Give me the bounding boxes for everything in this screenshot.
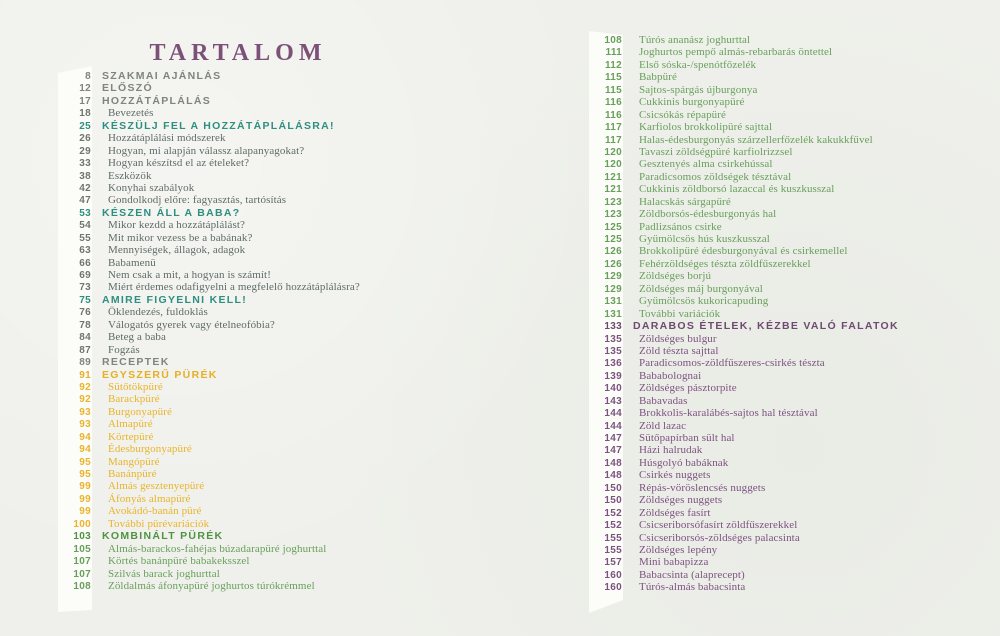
toc-item-row xyxy=(58,568,360,580)
toc-item-row xyxy=(58,269,360,281)
page-number: 115 xyxy=(604,84,622,96)
toc-item-row xyxy=(58,182,360,194)
toc-item-row xyxy=(589,71,899,83)
toc-item-row xyxy=(58,344,360,356)
page-number: 94 xyxy=(79,444,91,456)
toc-item-row xyxy=(589,407,899,419)
page-number: 120 xyxy=(604,146,622,158)
entry-label: Nem csak a mit, a hogyan is számít! xyxy=(108,269,271,281)
entry-label: Gesztenyés alma csirkehússal xyxy=(639,158,773,171)
toc-item-row xyxy=(589,121,899,133)
toc-item-row xyxy=(58,580,360,592)
page-number: 92 xyxy=(79,394,91,406)
toc-item-row xyxy=(589,270,899,282)
page-title: TARTALOM xyxy=(149,40,327,66)
toc-item-row xyxy=(589,158,899,170)
toc-item-row xyxy=(589,183,899,195)
page-number: 117 xyxy=(604,122,622,134)
page-number: 108 xyxy=(604,35,622,46)
toc-item-row xyxy=(589,245,899,257)
entry-label: Édesburgonyapüré xyxy=(108,443,192,456)
page-number: 116 xyxy=(604,97,622,109)
page-number: 53 xyxy=(79,207,91,219)
page-number: 129 xyxy=(604,271,622,283)
toc-item-row xyxy=(589,196,899,208)
page-number: 91 xyxy=(79,369,91,381)
page-number: 125 xyxy=(604,234,622,245)
page-number: 160 xyxy=(604,569,622,581)
page-number: 33 xyxy=(79,158,91,170)
page-number: 143 xyxy=(604,395,622,407)
page-number: 100 xyxy=(73,518,91,530)
page-number: 155 xyxy=(604,544,622,556)
page-number: 152 xyxy=(604,520,622,532)
toc-item-row xyxy=(58,257,360,269)
toc-section-row xyxy=(58,530,360,542)
entry-label: Válogatós gyerek vagy ételneofóbia? xyxy=(108,318,275,331)
toc-item-row xyxy=(589,420,899,432)
page-number: 126 xyxy=(604,246,622,258)
entry-label: Zöldborsós-édesburgonyás hal xyxy=(639,208,777,221)
entry-label: Gyümölcsös kukoricapuding xyxy=(639,295,769,308)
entry-label: Babpüré xyxy=(639,71,677,84)
entry-label: Eszközök xyxy=(108,169,152,182)
entry-label: Mit mikor vezess be a babának? xyxy=(108,231,253,244)
entry-label: Avokádó-banán püré xyxy=(108,505,202,518)
toc-item-row xyxy=(589,333,899,345)
toc-section-row xyxy=(58,70,360,82)
toc-item-row xyxy=(589,295,899,307)
page-number: 131 xyxy=(604,308,622,320)
toc-item-row xyxy=(58,281,360,293)
toc-item-row xyxy=(589,370,899,382)
entry-label: Halas-édesburgonyás szárzellerfőzelék kakukkfűvel xyxy=(639,133,873,146)
toc-item-row xyxy=(589,494,899,506)
page-number: 75 xyxy=(79,294,91,306)
toc-item-row xyxy=(589,357,899,369)
entry-label: Áfonyás almapüré xyxy=(108,492,191,505)
page-number: 120 xyxy=(604,159,622,171)
toc-item-row xyxy=(58,543,360,555)
entry-label: Burgonyapüré xyxy=(108,405,172,418)
toc-section-row xyxy=(589,320,899,332)
page-number: 73 xyxy=(79,282,91,294)
entry-label: Tavaszi zöldségpüré karfiolrizzsel xyxy=(639,145,793,158)
toc-item-row xyxy=(58,194,360,206)
entry-label: Csicsókás répapüré xyxy=(639,108,727,121)
toc-item-row xyxy=(589,556,899,568)
toc-left-column xyxy=(58,70,360,592)
toc-item-row xyxy=(58,456,360,468)
entry-label: Mini babapizza xyxy=(639,556,709,569)
page-number: 26 xyxy=(79,133,91,145)
toc-item-row xyxy=(58,157,360,169)
page-number: 155 xyxy=(604,532,622,544)
toc-item-row xyxy=(58,555,360,567)
page-number: 103 xyxy=(73,531,91,543)
toc-section-row xyxy=(58,82,360,94)
toc-item-row xyxy=(589,532,899,544)
page-number: 95 xyxy=(79,469,91,480)
page-number: 121 xyxy=(604,184,622,196)
toc-item-row xyxy=(589,146,899,158)
page-number: 157 xyxy=(604,557,622,569)
entry-label: Bevezetés xyxy=(108,107,154,120)
entry-label: Zöldséges pásztorpite xyxy=(639,382,737,395)
entry-label: Babamenü xyxy=(108,256,156,269)
entry-label: Körtepüré xyxy=(108,430,154,443)
entry-label: Csicseriborsófasírt zöldfűszerekkel xyxy=(639,519,798,532)
entry-label: Túrós-almás babacsinta xyxy=(639,581,746,594)
entry-label: Öklendezés, fuldoklás xyxy=(108,306,208,319)
page-number: 144 xyxy=(604,408,622,420)
page-number: 133 xyxy=(604,321,622,333)
toc-item-row xyxy=(589,233,899,245)
entry-label: Zöldséges bulgur xyxy=(639,332,717,345)
entry-label: Almapüré xyxy=(108,418,153,431)
toc-item-row xyxy=(589,171,899,183)
toc-item-row xyxy=(58,406,360,418)
entry-label: Padlizsános csirke xyxy=(639,220,722,233)
page-number: 99 xyxy=(79,506,91,518)
toc-item-row xyxy=(58,381,360,393)
toc-item-row xyxy=(589,96,899,108)
entry-label: Joghurtos pempő almás-rebarbarás öntettel xyxy=(639,46,833,59)
entry-label: Zöldséges nuggets xyxy=(639,494,723,507)
page-number: 150 xyxy=(604,482,622,494)
page-number: 125 xyxy=(604,221,622,233)
page-number: 105 xyxy=(73,543,91,555)
page-number: 95 xyxy=(79,456,91,468)
entry-label: Húsgolyó babáknak xyxy=(639,456,729,469)
toc-item-row xyxy=(58,505,360,517)
toc-item-row xyxy=(58,319,360,331)
entry-label: Fehérzöldséges tészta zöldfűszerekkel xyxy=(639,257,811,270)
entry-label: Első sóska-/spenótfőzelék xyxy=(639,58,757,71)
entry-label: Almás gesztenyepüré xyxy=(108,480,205,493)
entry-label: Zöldséges máj burgonyával xyxy=(639,282,763,295)
toc-item-row xyxy=(589,432,899,444)
page-number: 136 xyxy=(604,358,622,370)
toc-item-row xyxy=(589,519,899,531)
toc-item-row xyxy=(589,469,899,481)
page-number: 121 xyxy=(604,171,622,183)
toc-item-row xyxy=(589,109,899,121)
page-number: 17 xyxy=(79,95,91,107)
entry-label: Zöld lazac xyxy=(639,419,687,432)
entry-label: SZAKMAI AJÁNLÁS xyxy=(102,70,222,82)
entry-label: Túrós ananász joghurttal xyxy=(639,34,751,46)
page-number: 92 xyxy=(79,381,91,393)
entry-label: RECEPTEK xyxy=(102,356,170,369)
page-number: 93 xyxy=(79,419,91,431)
toc-item-row xyxy=(589,507,899,519)
page-number: 144 xyxy=(604,420,622,432)
entry-label: Fogzás xyxy=(108,343,140,356)
toc-right-column xyxy=(589,34,899,594)
toc-item-row xyxy=(589,59,899,71)
page-number: 135 xyxy=(604,345,622,357)
page-number: 69 xyxy=(79,270,91,281)
entry-label: Sajtos-spárgás újburgonya xyxy=(639,83,758,96)
entry-label: Gyümölcsös hús kuszkusszal xyxy=(639,233,770,245)
page-number: 99 xyxy=(79,493,91,505)
entry-label: Banánpüré xyxy=(108,468,157,480)
toc-item-row xyxy=(58,306,360,318)
toc-item-row xyxy=(58,431,360,443)
toc-item-row xyxy=(589,258,899,270)
toc-item-row xyxy=(58,107,360,119)
page-number: 25 xyxy=(79,120,91,132)
toc-item-row xyxy=(58,418,360,430)
page-number: 107 xyxy=(73,556,91,568)
entry-label: Zöldséges borjú xyxy=(639,270,712,283)
entry-label: EGYSZERŰ PÜRÉK xyxy=(102,368,218,381)
entry-label: KÉSZÜLJ FEL A HOZZÁTÁPLÁLÁSRA! xyxy=(102,119,335,132)
page-number: 147 xyxy=(604,445,622,457)
toc-item-row xyxy=(589,221,899,233)
entry-label: DARABOS ÉTELEK, KÉZBE VALÓ FALATOK xyxy=(633,320,899,333)
toc-item-row xyxy=(589,84,899,96)
entry-label: Miért érdemes odafigyelni a megfelelő hozzátáplálásra? xyxy=(108,281,360,294)
entry-label: Brokkolis-karalábés-sajtos hal tésztával xyxy=(639,407,818,420)
toc-item-row xyxy=(589,457,899,469)
page-number: 107 xyxy=(73,568,91,580)
entry-label: Babavadas xyxy=(639,394,688,407)
page-number: 99 xyxy=(79,481,91,493)
toc-item-row xyxy=(58,331,360,343)
entry-label: Házi halrudak xyxy=(639,444,703,457)
toc-item-row xyxy=(589,208,899,220)
toc-item-row xyxy=(58,518,360,530)
entry-label: Sütőpapírban sült hal xyxy=(639,432,735,444)
page-number: 126 xyxy=(604,258,622,270)
toc-item-row xyxy=(58,443,360,455)
entry-label: Hogyan készítsd el az ételeket? xyxy=(108,157,250,170)
page-number: 115 xyxy=(604,72,622,84)
toc-section-row xyxy=(58,95,360,107)
entry-label: További variációk xyxy=(639,307,721,320)
page-number: 55 xyxy=(79,232,91,244)
page-number: 38 xyxy=(79,170,91,182)
entry-label: Paradicsomos-zöldfűszeres-csirkés tészta xyxy=(639,357,825,370)
entry-label: KOMBINÁLT PÜRÉK xyxy=(102,530,224,543)
toc-item-row xyxy=(589,46,899,58)
page-number: 139 xyxy=(604,370,622,382)
entry-label: Hogyan, mi alapján válassz alapanyagokat? xyxy=(108,144,305,157)
entry-label: Brokkolipüré édesburgonyával és csirkemellel xyxy=(639,245,848,258)
toc-item-row xyxy=(58,132,360,144)
entry-label: Bababolognai xyxy=(639,369,702,382)
entry-label: AMIRE FIGYELNI KELL! xyxy=(102,293,247,306)
entry-label: Csicseriborsós-zöldséges palacsinta xyxy=(639,531,800,544)
toc-section-row xyxy=(58,207,360,219)
page-number: 148 xyxy=(604,457,622,469)
page-number: 123 xyxy=(604,196,622,208)
toc-item-row xyxy=(58,145,360,157)
entry-label: Zöldséges lepény xyxy=(639,543,718,556)
entry-label: További pürévariációk xyxy=(108,517,210,530)
entry-label: Almás-barackos-fahéjas búzadarapüré joghurttal xyxy=(108,542,327,555)
page-number: 148 xyxy=(604,470,622,482)
toc-item-row xyxy=(589,395,899,407)
entry-label: Mangópüré xyxy=(108,455,160,468)
entry-label: Répás-vöröslencsés nuggets xyxy=(639,481,766,494)
page-number: 131 xyxy=(604,296,622,308)
toc-item-row xyxy=(589,382,899,394)
page-number: 147 xyxy=(604,433,622,444)
toc-item-row xyxy=(589,345,899,357)
entry-label: KÉSZEN ÁLL A BABA? xyxy=(102,206,241,219)
page-number: 129 xyxy=(604,283,622,295)
toc-item-row xyxy=(58,219,360,231)
page-number: 152 xyxy=(604,507,622,519)
toc-section-row xyxy=(58,369,360,381)
entry-label: Zöldalmás áfonyapüré joghurtos túrókrémmel xyxy=(108,579,315,592)
page-number: 42 xyxy=(79,182,91,194)
page-number: 63 xyxy=(79,245,91,257)
page-number: 123 xyxy=(604,209,622,221)
page-number: 66 xyxy=(79,257,91,269)
page-number: 94 xyxy=(79,431,91,443)
entry-label: Mennyiségek, állagok, adagok xyxy=(108,244,246,257)
toc-section-row xyxy=(58,294,360,306)
page-number: 116 xyxy=(604,109,622,121)
page-number: 87 xyxy=(79,344,91,356)
entry-label: Gondolkodj előre: fagyasztás, tartósítás xyxy=(108,194,287,207)
toc-section-row xyxy=(58,120,360,132)
toc-item-row xyxy=(58,244,360,256)
page-number: 150 xyxy=(604,495,622,507)
toc-item-row xyxy=(589,308,899,320)
page-number: 140 xyxy=(604,383,622,395)
toc-item-row xyxy=(589,444,899,456)
page-number: 108 xyxy=(73,580,91,592)
toc-item-row xyxy=(58,170,360,182)
page-number: 8 xyxy=(85,71,91,82)
entry-label: Konyhai szabályok xyxy=(108,181,195,194)
toc-section-row xyxy=(58,356,360,368)
page-number: 112 xyxy=(604,59,622,71)
entry-label: Sütőtökpüré xyxy=(108,380,163,393)
toc-item-row xyxy=(589,544,899,556)
entry-label: Körtés banánpüré babakeksszel xyxy=(108,555,250,568)
entry-label: HOZZÁTÁPLÁLÁS xyxy=(102,94,212,107)
entry-label: Karfiolos brokkolipüré sajttal xyxy=(639,121,773,134)
entry-label: Beteg a baba xyxy=(108,331,167,344)
toc-item-row xyxy=(589,34,899,46)
entry-label: Cukkinis burgonyapüré xyxy=(639,96,745,109)
page-number: 18 xyxy=(79,108,91,120)
entry-label: Mikor kezdd a hozzátáplálást? xyxy=(108,219,245,232)
toc-item-row xyxy=(589,581,899,593)
entry-label: Szilvás barack joghurttal xyxy=(108,567,220,580)
page-number: 117 xyxy=(604,134,622,146)
toc-item-row xyxy=(58,393,360,405)
page-number: 111 xyxy=(605,47,622,59)
toc-item-row xyxy=(58,232,360,244)
entry-label: Hozzátáplálási módszerek xyxy=(108,132,226,145)
toc-item-row xyxy=(58,480,360,492)
page-number: 93 xyxy=(79,406,91,418)
toc-item-row xyxy=(589,283,899,295)
page-number: 47 xyxy=(79,195,91,207)
entry-label: Barackpüré xyxy=(108,393,160,406)
toc-item-row xyxy=(58,493,360,505)
page-number: 89 xyxy=(79,357,91,369)
page-number: 29 xyxy=(79,145,91,157)
entry-label: ELŐSZÓ xyxy=(102,82,153,95)
toc-item-row xyxy=(589,569,899,581)
page-number: 84 xyxy=(79,332,91,344)
toc-item-row xyxy=(58,468,360,480)
toc-item-row xyxy=(589,482,899,494)
page-number: 78 xyxy=(79,319,91,331)
entry-label: Cukkinis zöldborsó lazaccal és kuszkusszal xyxy=(639,183,835,196)
page-number: 12 xyxy=(79,83,91,95)
page-number: 54 xyxy=(79,220,91,232)
entry-label: Babacsinta (alaprecept) xyxy=(639,568,745,581)
entry-label: Paradicsomos zöldségek tésztával xyxy=(639,170,792,183)
entry-label: Zöldséges fasírt xyxy=(639,506,711,519)
entry-label: Csirkés nuggets xyxy=(639,469,711,482)
entry-label: Halacskás sárgapüré xyxy=(639,195,731,208)
toc-item-row xyxy=(589,134,899,146)
page-number: 76 xyxy=(79,307,91,319)
page-number: 135 xyxy=(604,333,622,345)
entry-label: Zöld tészta sajttal xyxy=(639,344,719,357)
page-number: 160 xyxy=(604,582,622,594)
